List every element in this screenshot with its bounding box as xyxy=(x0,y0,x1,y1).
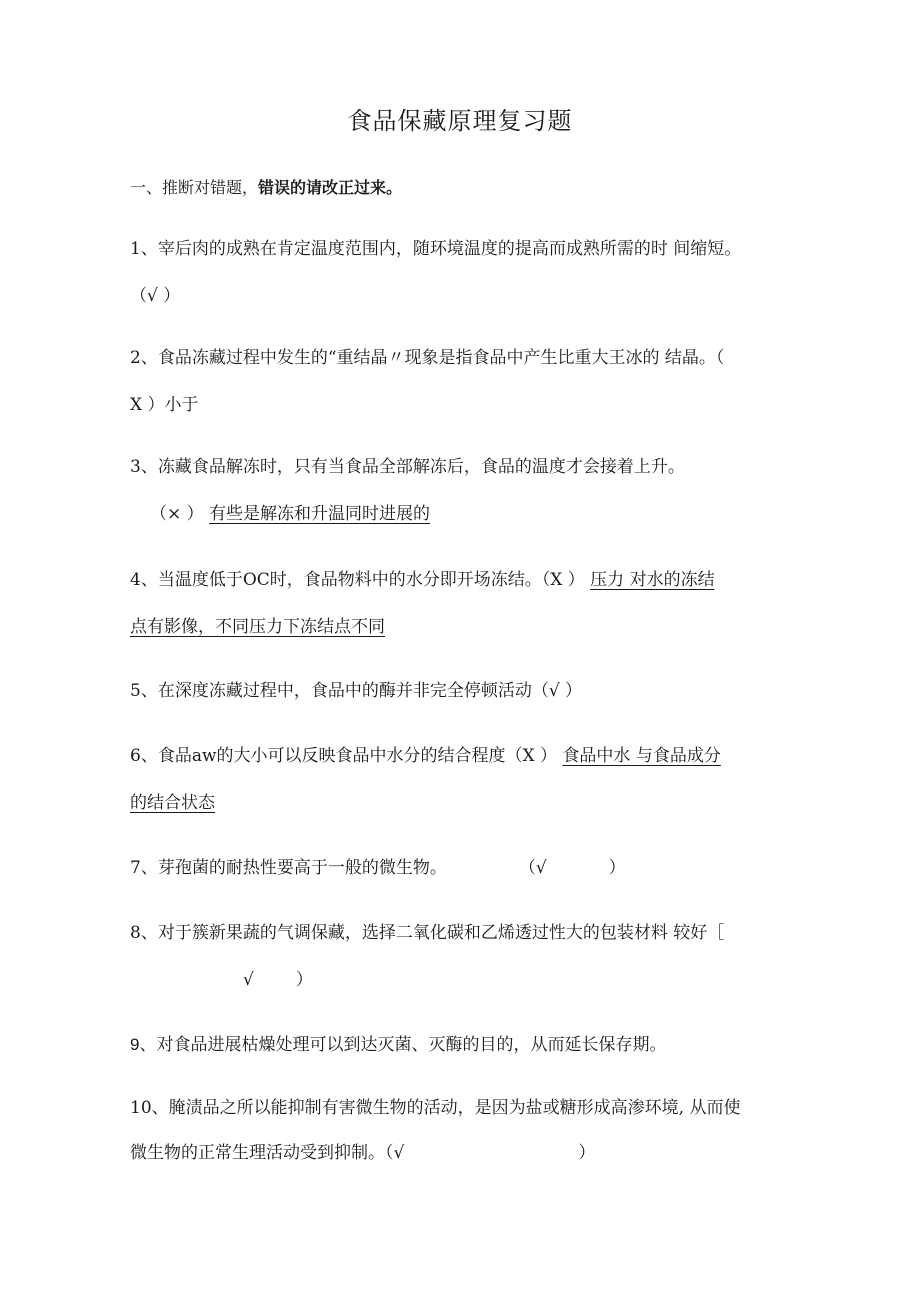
question-6-correction-1: 食品中水 与食品成分 xyxy=(562,746,721,766)
question-6-correction-2: 的结合状态 xyxy=(130,793,215,813)
question-3-correction: 有些是解冻和升温同时进展的 xyxy=(209,504,431,524)
question-8-answer xyxy=(243,968,313,992)
page-title: 食品保藏原理复习题 xyxy=(347,107,573,135)
question-10-text: 微生物的正常生理活动受到抑制。（√ xyxy=(130,1143,405,1163)
section-bold: 错误的请改正过来。 xyxy=(258,178,403,197)
question-10-close: ） xyxy=(578,1143,596,1163)
question-8-check: √ xyxy=(243,970,254,990)
question-4-text: 4、当温度低于OC时，食品物料中的水分即开场冻结。（X ） xyxy=(130,570,585,590)
question-9-text: 、对食品进展枯燥处理可以到达灭菌、灭酶的目的，从而延长保存期。 xyxy=(139,1035,667,1055)
question-4-line-1 xyxy=(130,568,715,592)
section-heading xyxy=(130,176,402,200)
question-4-correction-2: 点有影像，不同压力下冻结点不同 xyxy=(130,617,385,637)
question-10-line-1: 10、腌渍品之所以能抑制有害微生物的活动，是因为盐或糖形成高渗环境, 从而使 xyxy=(130,1098,741,1118)
question-1-answer: （√ ） xyxy=(130,286,181,306)
question-5: 5、在深度冻藏过程中，食品中的酶并非完全停顿活动（√ ） xyxy=(130,681,583,701)
question-6-text: 6、食品aw的大小可以反映食品中水分的结合程度（X ） xyxy=(130,746,558,766)
question-7-mark-open: （√ xyxy=(518,858,547,878)
question-9 xyxy=(130,1033,666,1057)
question-3-line-1: 3、冻藏食品解冻时，只有当食品全部解冻后，食品的温度才会接着上升。 xyxy=(130,457,685,477)
question-2-answer: X ）小于 xyxy=(130,395,199,415)
question-7-text: 7、芽孢菌的耐热性要高于一般的微生物。 xyxy=(130,858,447,878)
question-7-mark-close: ） xyxy=(608,858,626,878)
question-7 xyxy=(130,856,626,880)
question-2-line-1: 2、食品冻藏过程中发生的“重结晶〃现象是指食品中产生比重大王冰的 结晶。（ xyxy=(130,348,725,368)
question-4-correction-1: 压力 对水的冻结 xyxy=(590,570,715,590)
question-8-line-1: 8、对于簇新果蔬的气调保藏，选择二氧化碳和乙烯透过性大的包装材料 较好［ xyxy=(130,923,725,943)
question-1-line-1: 1、宰后肉的成熟在肯定温度范围内，随环境温度的提高而成熟所需的时 间缩短。 xyxy=(130,239,742,259)
question-8-close: ） xyxy=(295,970,313,990)
question-3-mark: （× ） xyxy=(150,504,204,524)
section-prefix: 一、推断对错题， xyxy=(130,178,259,197)
question-6-line-1 xyxy=(130,744,721,768)
question-3-answer xyxy=(150,502,430,526)
question-9-number: 9 xyxy=(130,1035,140,1054)
question-10-line-2 xyxy=(130,1141,595,1165)
